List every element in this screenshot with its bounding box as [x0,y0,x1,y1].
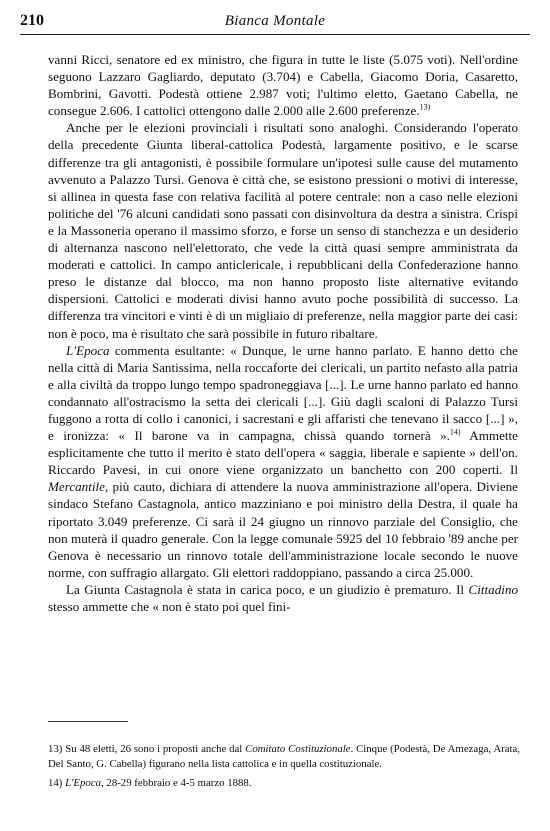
footnotes [48,742,520,795]
paragraph-2: Anche per le elezioni provinciali i risultati sono analoghi. Considerando l'operato della precedente Giunta liberal-cattolica Podestà, largamente positivo, e le scarse differenze tra gli antagonisti, è possibile formulare un'ipotesi sulle cause del mutamento avvenuto a Palazzo Tursi. Genova è città che, se esistono pressioni o motivi di interesse, si allinea in questa fase con relativa facilità al potere centrale: non a caso nelle elezioni politiche del '76 alcuni candidati sono passati con disinvoltura da destra a sinistra. Crispi e la Massoneria operano il massimo sforzo, e forse un senso di stanchezza e un desiderio di alternanza nascono nell'elettorato, che vede la città quasi sempre amministrata da moderati e cattolici. In campo anticlericale, i repubblicani della Confederazione hanno preso le distanze dal blocco, ma non hanno proposto liste alternative evitando dispersioni. Cattolici e moderati divisi hanno avuto poche possibilità di successo. La differenza tra vincitori e vinti è di un migliaio di preferenze, nella maggior parte dei casi: non è poco, ma è risultato che sarà possibile in futuro ribaltare. [48,120,518,341]
header-rule [20,34,530,35]
paragraph-3-text-b: Ammette esplicitamente che tutto il merito è stato dell'opera « saggia, liberale e sapiente » dell'on. Riccardo Pavesi, in cui onore viene organizzato un banchetto con 200 coperti. Il [48,428,518,478]
italic-mercantile: Mercantile [48,479,105,495]
paragraph-3 [48,342,518,581]
footnote-rule [48,721,128,722]
italic-cittadino: Cittadino [468,581,518,597]
note-ref-13: 13) [419,102,431,112]
main-text [48,51,518,615]
footnote-14-text-b: , 28-29 febbraio e 4-5 marzo 1888. [101,777,252,789]
paragraph-4-text-a: La Giunta Castagnola è stata in carica poco, e un giudizio è prematuro. Il [66,581,469,597]
italic-epoca: L'Epoca [66,342,110,358]
footnote-14-italic: L'Epoca [65,777,102,789]
paragraph-4-text-b: stesso ammette che « non è stato poi quel fini- [48,599,291,614]
paragraph-1 [48,51,518,119]
note-ref-14: 14) [449,427,461,437]
footnote-13-number: 13) [48,743,63,755]
paragraph-1-text: vanni Ricci, senatore ed ex ministro, che figura in tutte le liste (5.075 voti). Nell'ordine seguono Lazzaro Gagliardo, deputato (3.704) e Cabella, Giacomo Doria, Casaretto, Bombrini, Gavotti. Podestà ottiene 2.987 voti; l'ultimo eletto, Gaetano Cabella, ne consegue 2.606. I cattolici ottengono dalle 2.000 alle 2.600 preferenze. [48,52,518,119]
paragraph-4 [48,581,518,615]
paragraph-3-text-a: commenta esultante: « Dunque, le urne hanno parlato. E hanno detto che nella città di Maria Santissima, nella roccaforte dei clericali, un partito nefasto alla patria e alla civiltà da troppo lungo tempo spadroneggiava [...]. Le urne hanno parlato ed hanno condannato all'ostracismo la setta dei clericali [...]. Giù dagli scaloni di Palazzo Tursi fuggono a rotta di collo i canonici, i sacrestani e gli affaristi che tenevano il sacco [...] », e ironizza: « Il barone va in campagna, chissà quando tornerà ». [48,342,518,444]
footnote-13-text-a: Su 48 eletti, 26 sono i proposti anche dal [65,743,246,755]
footnote-14-number: 14) [48,777,63,789]
running-title: Bianca Montale [224,13,326,29]
footnote-13 [48,742,520,772]
footnote-13-italic: Comitato Costituzionale [245,743,351,755]
page-number: 210 [20,12,44,29]
footnote-14 [48,776,520,791]
footnote-13-text-b: . Cinque (Podestà, De Amezaga, Arata, Del Santo, G. Cabella) figurano nella lista cattolica e in quella costituzionale. [48,743,520,770]
paragraph-3-text-c: , più cauto, dichiara di attendere la nuova amministrazione all'opera. Diviene sindaco Stefano Castagnola, antico mazziniano e poi ministro della Destra, il quale ha riportato 3.049 preferenze. Ci sarà il 24 giugno un rinnovo parziale del Consiglio, che non muterà il quadro generale. Con la legge comunale 5925 del 10 febbraio '89 anche per Genova è necessario un rinnovo totale dell'amministrazione locale secondo le nuove norme, con suffragio allargato. Gli elettori raddoppiano, passando a circa 25.000. [48,479,518,580]
